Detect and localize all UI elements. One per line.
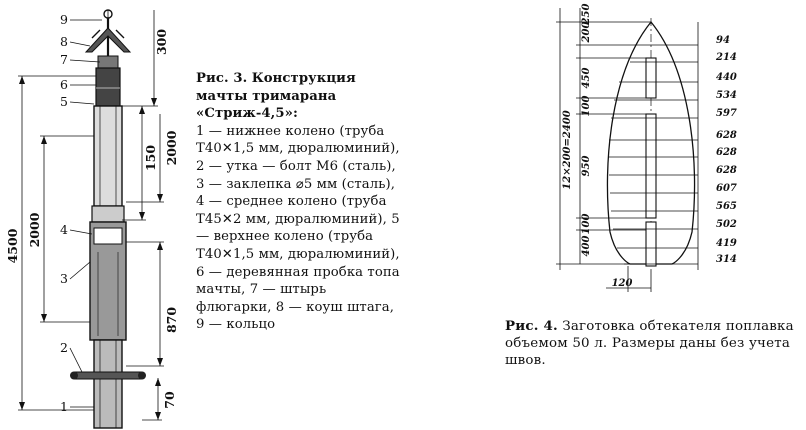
dim-mid: 150 [143,144,158,172]
fairing-slots [646,58,656,266]
dim-total: 4500 [5,228,20,264]
part-label-2: 2 [60,340,68,355]
figure-3-body: 1 — нижнее колено (труба Т40✕1,5 мм, дюралюминий), 2 — утка — болт М6 (сталь), 3 — заклепка ⌀5 мм (сталь), 4 — среднее колено (труба Т45✕2 мм, дюралюминий), 5 — верхнее колено (труба Т40✕1,5 мм, дюралюминий), 6 — деревянная пробка топа мачты, 7 — штырь флюгарки, 8 — коуш штага, 9 — кольцо [196,123,400,333]
width-label-11: 419 [716,238,737,249]
figure-4-text: Заготовка обтекателя поплавка объемом 50 л. Размеры даны без учета швов. [505,319,794,368]
left-dim-4: 950 [581,155,592,177]
width-label-3: 534 [716,90,737,101]
left-dim-2: 450 [581,67,592,89]
width-label-7: 628 [716,165,737,176]
width-label-6: 628 [716,147,737,158]
fairing-width-labels [715,35,737,265]
width-label-9: 565 [716,201,737,212]
left-dim-1: 200 [581,21,592,43]
figure-3-label: Рис. 3. [196,71,248,86]
width-label-10: 502 [716,219,737,230]
dim-upper: 2000 [164,130,179,166]
left-dim-5: 100 [581,213,592,235]
bottom-dim-label: 120 [611,278,633,289]
width-label-1: 214 [716,52,737,63]
dim-left-span: 2000 [27,212,42,248]
left-dim-3: 100 [581,95,592,117]
part-label-3: 3 [60,271,68,286]
part-label-9: 9 [60,12,68,27]
width-label-4: 597 [716,108,737,119]
part-label-1: 1 [60,399,68,414]
dim-top: 300 [154,28,169,56]
figure-4-label: Рис. 4. [505,318,558,334]
dim-lower: 870 [164,306,179,334]
part-label-5: 5 [60,94,68,109]
left-dim-6: 400 [581,235,592,257]
width-label-2: 440 [716,72,737,83]
figure-3-title: Конструкция мачты тримарана «Стриж-4,5»: [196,71,356,122]
dim-bottom: 70 [162,391,177,409]
part-label-4: 4 [60,222,68,237]
part-label-8: 8 [60,34,68,49]
width-label-12: 314 [716,254,737,265]
width-label-8: 607 [716,183,737,194]
figure-4-caption [505,318,801,369]
part-label-7: 7 [60,52,68,67]
total-dim-label: 12×200=2400 [562,110,573,190]
left-dim-0: 250 [581,3,592,25]
width-label-0: 94 [716,35,730,46]
fairing-left-dim-labels [562,4,632,289]
fairing-width-lines [556,8,698,292]
part-label-6: 6 [60,77,68,92]
width-label-5: 628 [716,130,737,141]
